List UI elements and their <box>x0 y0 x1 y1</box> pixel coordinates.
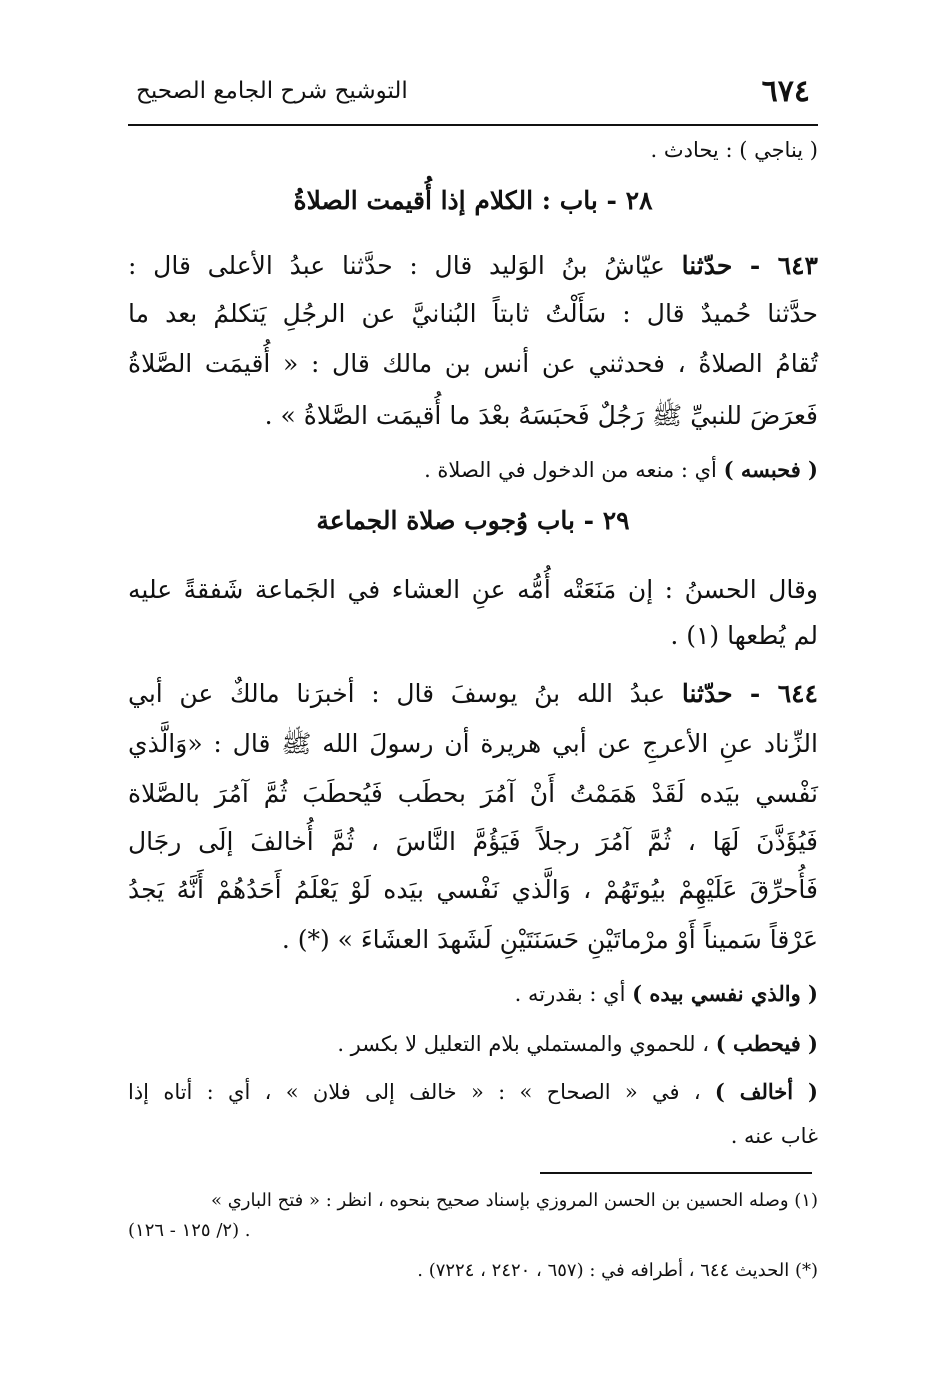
hadith-643-line-1 <box>128 246 818 286</box>
hadith-644-line-2: الزِّناد عنِ الأعرجِ عن أبي هريرة أن رسولَ الله ﷺ قال : «وَالَّذي <box>128 729 818 758</box>
running-title: التوشيح شرح الجامع الصحيح <box>136 78 408 104</box>
footnote-rule <box>540 1172 812 1174</box>
gloss-text: ، للحموي والمستملي بلام التعليل لا بكسر . <box>337 1032 710 1056</box>
gloss-walladhi <box>128 976 818 1012</box>
hasan-quote-line-1: وقال الحسنُ : إن مَنَعَتْه أُمُّه عنِ العشاء في الجَماعة شَفقةً عليه <box>128 575 818 604</box>
gloss-term: ( فيحطب ) <box>715 1031 818 1056</box>
hadith-644-number: ٦٤٤ - حدّثنا <box>681 679 818 708</box>
hadith-644-line-6: عَرْقاً سَميناً أَوْ مرْماتَيْنِ حَسَنَتَيْنِ لَشَهدَ العشَاءَ » (*) . <box>281 925 818 954</box>
hasan-quote-line-2: لم يُطعها (١) . <box>670 621 818 650</box>
gloss-ukhalif-cont: غاب عنه . <box>730 1124 818 1148</box>
hadith-644-text-1: عبدُ الله بنُ يوسفَ قال : أخبرَنا مالكٌ عن أبي <box>128 679 666 708</box>
page-number: ٦٧٤ <box>761 74 810 109</box>
hadith-644-line-4: فَيُؤَذَّنَ لَهَا ، ثُمَّ آمُرَ رجلاً فَيَؤُمَّ النَّاسَ ، ثُمَّ أُخالفَ إلَى رجَال <box>128 827 818 856</box>
footnote-1-line-2: (٢/ ١٢٥ - ١٢٦) . <box>128 1220 251 1241</box>
gloss-yunaji: ( يناجي ) : يحادث . <box>650 138 818 162</box>
footnote-2: (*) الحديث ٦٤٤ ، أطرافه في : (٦٥٧ ، ٢٤٢٠ ، ٧٢٢٤) . <box>417 1260 818 1281</box>
hadith-643-number: ٦٤٣ - حدّثنا <box>681 251 818 280</box>
gloss-term: ( والذي نفسي بيده ) <box>632 981 818 1006</box>
gloss-term: ( فحبسه ) <box>723 457 818 482</box>
hadith-644-line-5: فَأُحرِّقَ عَلَيْهِمْ بيُوتَهُمْ ، وَالَّذي نَفْسي بيَده لَوْ يَعْلَمُ أَحَدُهُمْ أَنَّهُ يَجدُ <box>128 875 818 904</box>
gloss-fahabasahu <box>128 452 818 488</box>
gloss-text: أي : منعه من الدخول في الصلاة . <box>424 458 717 482</box>
gloss-text: ، في « الصحاح » : « خالف إلى فلان » ، أي : أتاه إذا <box>128 1080 701 1104</box>
footnote-1-line-1: (١) وصله الحسين بن الحسن المروزي بإسناد صحيح بنحوه ، انظر : « فتح الباري » <box>210 1190 818 1211</box>
hadith-643-line-4: فَعرَضَ للنبيِّ ﷺ رَجُلٌ فَحبَسَهُ بعْدَ ما أُقيمَت الصَّلاةُ » . <box>264 401 818 430</box>
page-header <box>128 72 818 122</box>
hadith-643-text-1: عيّاشُ بنُ الوَليد قال : حدَّثنا عبدُ الأعلى قال : <box>128 251 665 280</box>
gloss-text: أي : بقدرته . <box>514 982 626 1006</box>
header-rule <box>128 124 818 126</box>
hadith-644-line-3: نَفْسي بيَده لَقَدْ هَمَمْتُ أَنْ آمُرَ بحطَب فَيُحطَبَ ثُمَّ آمُرَ بالصَّلاة <box>128 779 818 808</box>
gloss-term: ( أخالف ) <box>714 1079 818 1104</box>
gloss-ukhalif <box>128 1074 818 1110</box>
hadith-643-line-3: تُقامُ الصلاةُ ، فحدثني عن أنس بن مالك قال : « أُقيمَت الصَّلاةُ <box>128 349 818 378</box>
chapter-heading-29: ٢٩ - باب وُجوب صلاة الجماعة <box>316 506 630 535</box>
chapter-heading-28: ٢٨ - باب : الكلام إذا أُقيمت الصلاةُ <box>293 186 653 215</box>
gloss-fayuhtab <box>128 1026 818 1062</box>
hadith-643-line-2: حدَّثنا حُميدٌ قال : سَأَلْتُ ثابتاً البُنانيَّ عن الرجُلِ يَتكلمُ بعد ما <box>128 299 818 328</box>
hadith-644-line-1 <box>128 674 818 714</box>
